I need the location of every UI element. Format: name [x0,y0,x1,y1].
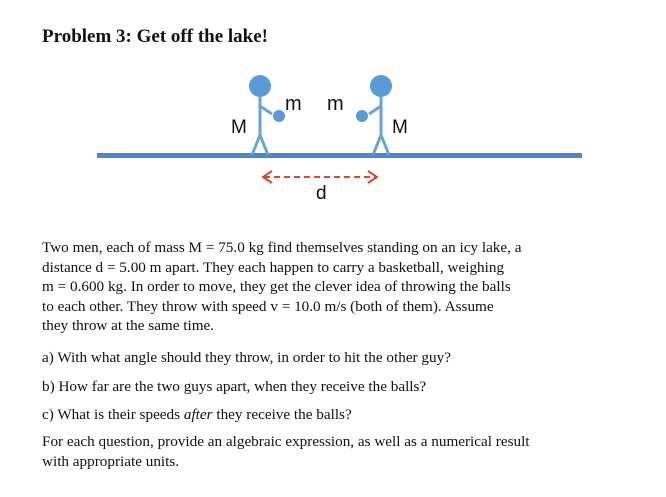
problem-title: Problem 3: Get off the lake! [42,26,269,47]
right-ball-label: m [327,93,344,115]
left-mass-label: M [231,117,247,138]
question-b: b) How far are the two guys apart, when they receive the balls? [42,378,427,395]
problem-statement [42,238,622,336]
instructions-line-2: with appropriate units. [42,452,180,470]
distance-arrow [263,171,377,183]
question-c [42,405,622,425]
statement-line-4: to each other. They throw with speed v = 10.0 m/s (both of them). Assume [42,297,494,315]
right-man-figure [356,75,392,155]
instructions [42,432,622,471]
question-c-prefix: c) What is their speeds [42,406,184,423]
question-c-emphasis: after [183,406,213,423]
right-mass-label: M [392,117,408,138]
problem-figure [0,0,666,220]
statement-line-2: distance d = 5.00 m apart. They each happen to carry a basketball, weighing [42,258,505,276]
right-ball [356,110,368,122]
distance-label: d [316,183,327,204]
left-man-figure [249,75,285,155]
left-ball-label: m [285,93,302,115]
statement-line-5: they throw at the same time. [42,317,215,334]
statement-line-1: Two men, each of mass M = 75.0 kg find themselves standing on an icy lake, a [42,239,522,256]
instructions-line-1: For each question, provide an algebraic expression, as well as a numerical result [42,433,530,450]
question-c-suffix: they receive the balls? [212,406,352,423]
question-a: a) With what angle should they throw, in order to hit the other guy? [42,349,451,366]
left-ball [273,110,285,122]
statement-line-3: m = 0.600 kg. In order to move, they get the clever idea of throwing the balls [42,278,511,295]
lake-surface [97,153,582,158]
